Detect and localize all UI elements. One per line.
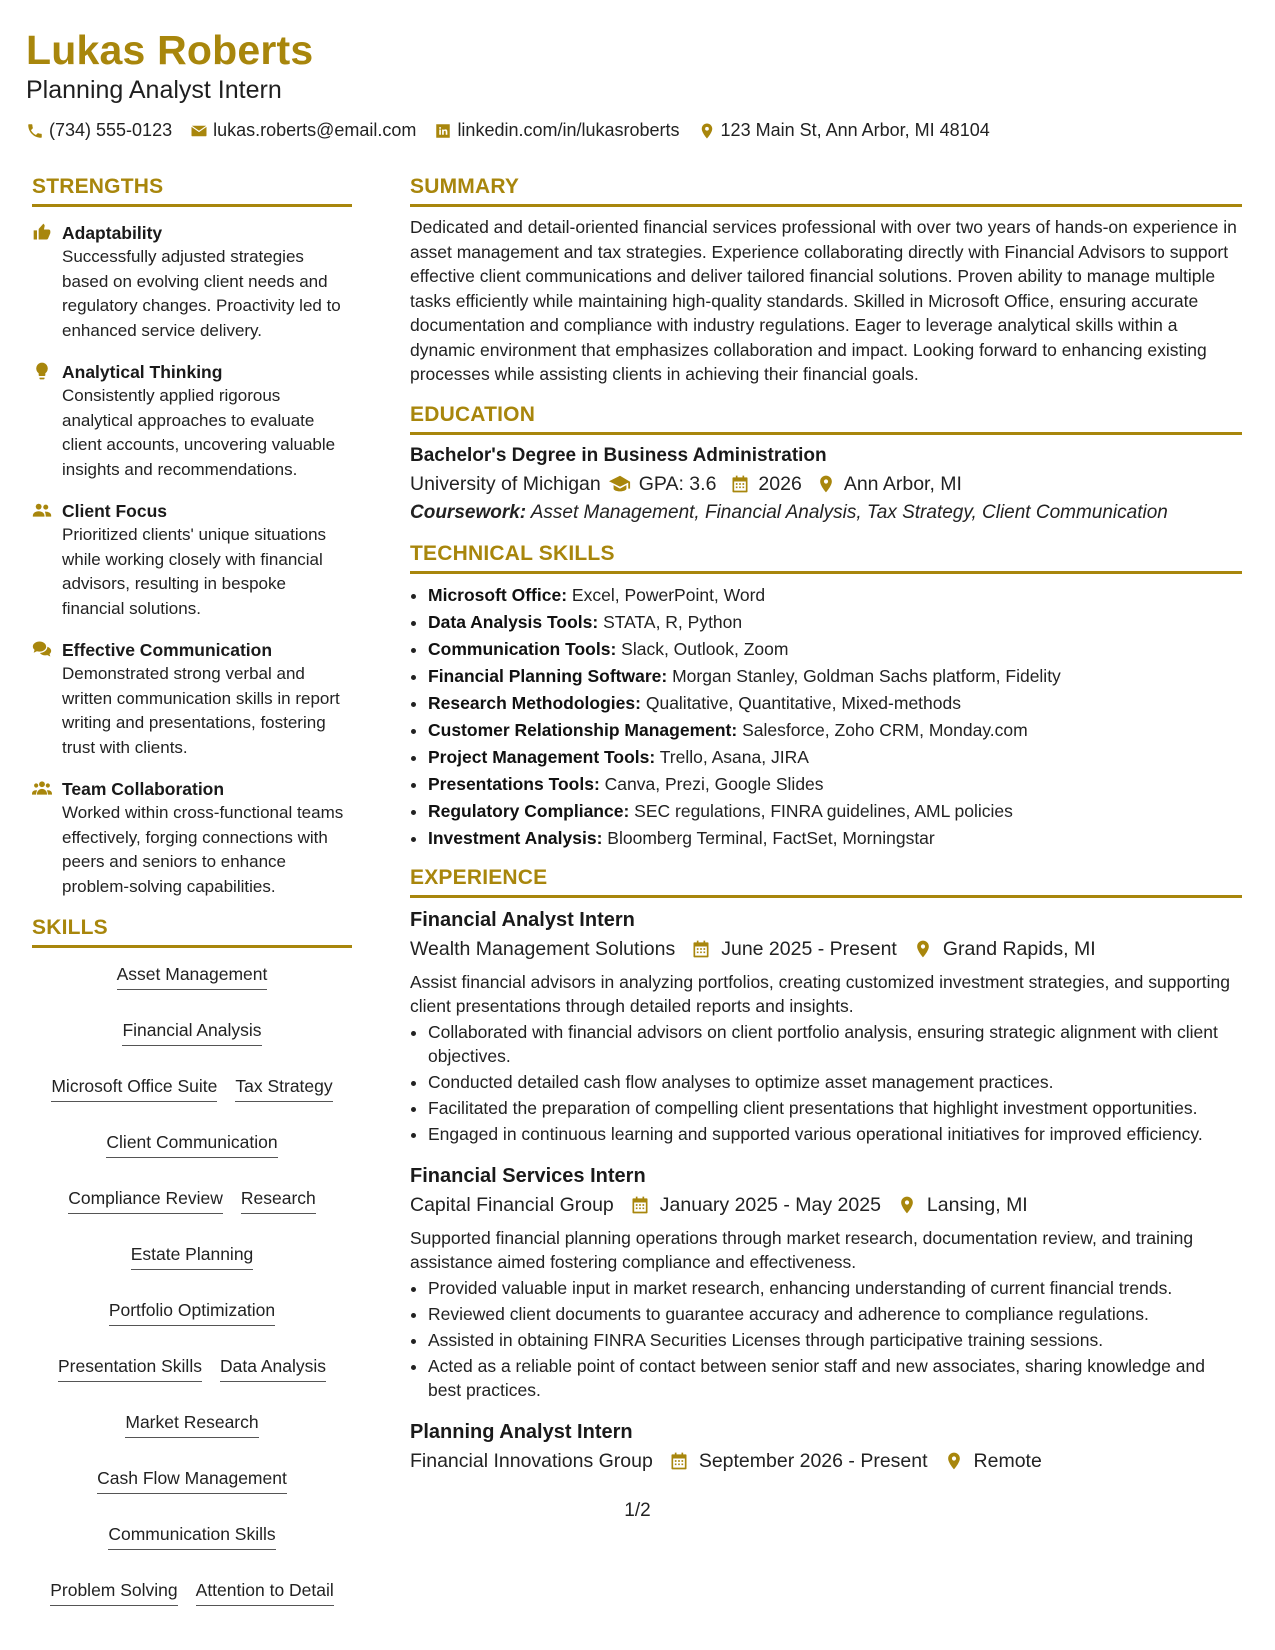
technical-skill-value: Salesforce, Zoho CRM, Monday.com [742,719,1028,740]
education-meta [410,473,1242,496]
user-group-icon [32,500,52,520]
technical-skill-value: Slack, Outlook, Zoom [621,638,789,659]
job-dates: September 2026 - Present [698,1449,928,1472]
graduation-cap-icon [609,473,631,495]
skill-tag: Market Research [125,1410,258,1438]
skill-tag: Portfolio Optimization [109,1298,275,1326]
technical-skill-value: Qualitative, Quantitative, Mixed-methods [645,692,961,713]
map-pin-icon [816,474,836,494]
job-description: Supported financial planning operations through market research, documentation review, and training assistance aimed fostering compliance and effectiveness. [410,1227,1194,1272]
skill-tag: Presentation Skills [58,1354,202,1382]
school-name: University of Michigan [410,472,601,495]
technical-skill-label: Investment Analysis: [428,827,603,848]
strength-title: Team Collaboration [62,779,225,799]
coursework-text: Asset Management, Financial Analysis, Tax Strategy, Client Communication [530,501,1168,523]
skill-tag: Cash Flow Management [97,1466,287,1494]
graduation-year: 2026 [758,472,802,495]
technical-skill-label: Project Management Tools: [428,746,656,767]
contact-bar [26,120,1249,141]
job-bullet: • Collaborated with financial advisors on client portfolio analysis, ensuring strategic alignment with client objectives. [428,1020,1242,1068]
gpa-text: GPA: 3.6 [638,472,717,495]
skill-tag: Estate Planning [131,1242,254,1270]
education-heading: EDUCATION [410,403,1242,435]
strengths-list [32,221,352,899]
strength-item [32,638,352,760]
technical-skill-item [428,582,1242,609]
technical-skill-item [428,825,1242,852]
strength-desc: Demonstrated strong verbal and written communication skills in report writing and presentations, fostering trust with clients. [62,664,340,757]
job-title: Financial Services Intern [410,1164,646,1187]
map-pin-icon [698,122,716,140]
calendar-icon [691,939,711,959]
skill-tag: Communication Skills [108,1522,275,1550]
technical-skill-label: Research Methodologies: [428,692,641,713]
skill-tag: Attention to Detail [196,1578,334,1606]
job-title: Financial Analyst Intern [410,908,635,931]
resume-header [26,24,1249,141]
left-column [32,175,352,1620]
mail-icon [190,122,208,140]
strength-item [32,360,352,482]
linkedin-icon [434,122,452,140]
skill-tag: Data Analysis [220,1354,326,1382]
job-location: Grand Rapids, MI [942,937,1096,960]
technical-skill-value: Bloomberg Terminal, FactSet, Morningstar [607,827,935,848]
technical-skill-item [428,798,1242,825]
skill-tag: Financial Analysis [122,1018,261,1046]
calendar-icon [669,1451,689,1471]
skill-tag: Microsoft Office Suite [51,1074,217,1102]
contact-address [698,120,990,141]
strength-desc: Successfully adjusted strategies based on evolving client needs and regulatory changes. Proactivity led to enhanced service delivery. [62,247,341,340]
job-title: Planning Analyst Intern [410,1420,633,1443]
technical-skill-value: Morgan Stanley, Goldman Sachs platform, Fidelity [672,665,1061,686]
technical-skill-item [428,771,1242,798]
job-dates: June 2025 - Present [721,937,897,960]
technical-skill-label: Communication Tools: [428,638,617,659]
technical-skills-list [410,582,1242,852]
skill-tag: Asset Management [117,962,268,990]
company-name: Capital Financial Group [410,1193,614,1216]
skill-tag: Tax Strategy [235,1074,332,1102]
strength-desc: Prioritized clients' unique situations while working closely with financial advisors, resulting in bespoke financial solutions. [62,525,327,618]
skills-heading: SKILLS [32,916,352,948]
map-pin-icon [913,939,933,959]
technical-skill-item [428,663,1242,690]
technical-skill-item [428,690,1242,717]
technical-skill-item [428,609,1242,636]
strength-title: Client Focus [62,501,168,521]
experience-heading: EXPERIENCE [410,866,1242,898]
job-bullets [410,1276,1242,1402]
right-column [410,175,1242,1473]
calendar-icon [630,1195,650,1215]
strength-title: Effective Communication [62,640,273,660]
map-pin-icon [944,1451,964,1471]
candidate-role: Planning Analyst Intern [26,76,282,104]
job-bullet: • Reviewed client documents to guarantee accuracy and adherence to compliance regulations. [428,1302,1242,1326]
page-number: 1/2 [624,1500,651,1521]
job-location: Lansing, MI [926,1193,1028,1216]
comments-icon [32,639,52,659]
skill-tag: Compliance Review [68,1186,223,1214]
linkedin-text[interactable]: linkedin.com/in/lukasroberts [457,120,680,140]
technical-skill-value: SEC regulations, FINRA guidelines, AML policies [634,800,1013,821]
strengths-heading: STRENGTHS [32,175,352,207]
job-meta [410,938,1242,961]
job-bullet: • Assisted in obtaining FINRA Securities Licenses through participative training sessions. [428,1328,1242,1352]
contact-linkedin[interactable] [434,120,679,141]
technical-skills-heading: TECHNICAL SKILLS [410,542,1242,574]
technical-skill-value: Trello, Asana, JIRA [659,746,809,767]
technical-skill-label: Financial Planning Software: [428,665,668,686]
job-meta [410,1194,1242,1217]
thumbs-up-icon [32,222,52,242]
skill-tag: Problem Solving [50,1578,177,1606]
strength-item [32,221,352,343]
technical-skill-label: Presentations Tools: [428,773,600,794]
skill-tag: Client Communication [106,1130,277,1158]
skill-tag: Research [241,1186,316,1214]
technical-skill-label: Data Analysis Tools: [428,611,599,632]
strength-item [32,499,352,621]
summary-heading: SUMMARY [410,175,1242,207]
job-entry [410,1418,1242,1473]
job-bullet: • Engaged in continuous learning and supported various operational initiatives for improved efficiency. [428,1122,1242,1146]
company-name: Wealth Management Solutions [410,937,676,960]
job-bullets [410,1020,1242,1146]
users-icon [32,778,52,798]
technical-skill-value: Excel, PowerPoint, Word [571,584,766,605]
contact-phone [26,120,172,141]
phone-text: (734) 555-0123 [49,120,173,140]
job-entry [410,906,1242,1146]
technical-skill-label: Regulatory Compliance: [428,800,630,821]
candidate-name: Lukas Roberts [26,27,314,73]
email-text[interactable]: lukas.roberts@email.com [213,120,417,140]
strength-desc: Worked within cross-functional teams effectively, forging connections with peers and seniors to enhance problem-solving capabilities. [62,803,344,896]
technical-skill-item [428,717,1242,744]
strength-item [32,777,352,899]
job-bullet: • Facilitated the preparation of compelling client presentations that highlight investment opportunities. [428,1096,1242,1120]
technical-skill-item [428,636,1242,663]
technical-skill-value: Canva, Prezi, Google Slides [604,773,824,794]
strength-title: Adaptability [62,223,163,243]
map-pin-icon [897,1195,917,1215]
coursework [410,502,1242,524]
technical-skill-label: Customer Relationship Management: [428,719,738,740]
strength-desc: Consistently applied rigorous analytical approaches to evaluate client accounts, uncovering valuable insights and recommendations. [62,386,336,479]
job-description: Assist financial advisors in analyzing portfolios, creating customized investment strategies, and supporting client presentations through detailed reports and insights. [410,971,1230,1016]
job-meta [410,1450,1242,1473]
job-bullet: • Acted as a reliable point of contact between senior staff and new associates, sharing knowledge and best practices. [428,1354,1242,1402]
education-location: Ann Arbor, MI [843,472,962,495]
job-location: Remote [973,1449,1042,1472]
technical-skill-value: STATA, R, Python [603,611,743,632]
contact-email[interactable] [190,120,416,141]
lightbulb-icon [32,361,52,381]
phone-icon [26,122,44,140]
job-entry [410,1162,1242,1402]
experience-list [410,906,1242,1473]
summary-text: Dedicated and detail-oriented financial services professional with over two years of hands-on experience in asset management and tax strategies. Experience collaborating directly with Financial Advisors to support effective client communications and deliver tailored financial solutions. Proven ability to manage multiple tasks efficiently while maintaining high-quality standards. Skilled in Microsoft Office, ensuring accurate documentation and compliance with industry regulations. Eager to leverage analytical skills within a dynamic environment that emphasizes collaboration and impact. Looking forward to enhancing existing processes while assisting clients in achieving their financial goals. [410,217,1237,384]
job-bullet: • Provided valuable input in market research, enhancing understanding of current financial trends. [428,1276,1242,1300]
technical-skill-item [428,744,1242,771]
address-text: 123 Main St, Ann Arbor, MI 48104 [720,120,990,140]
strength-title: Analytical Thinking [62,362,223,382]
job-dates: January 2025 - May 2025 [659,1193,881,1216]
company-name: Financial Innovations Group [410,1449,653,1472]
technical-skill-label: Microsoft Office: [428,584,568,605]
degree-title: Bachelor's Degree in Business Administration [410,444,827,466]
job-bullet: • Conducted detailed cash flow analyses to optimize asset management practices. [428,1070,1242,1094]
coursework-label: Coursework: [410,501,527,523]
calendar-icon [730,474,750,494]
